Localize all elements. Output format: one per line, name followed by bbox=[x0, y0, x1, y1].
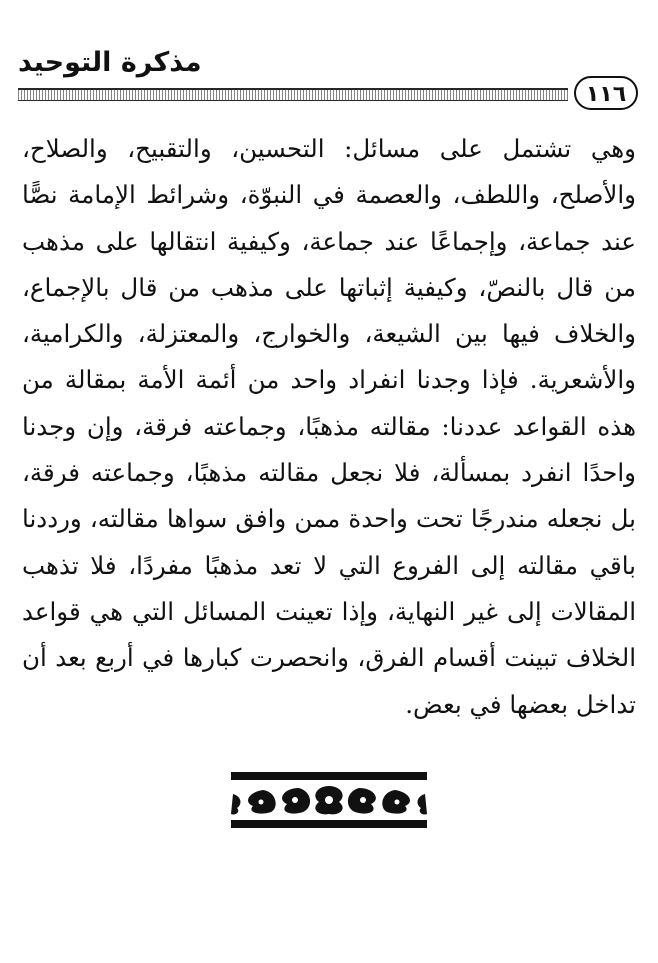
page-body bbox=[22, 126, 636, 728]
body-paragraph: وهي تشتمل على مسائل: التحسين، والتقبيح، والصلاح، والأصلح، واللطف، والعصمة في النبوّة، وشرائط الإمامة نصًّا عند جماعة، وإجماعًا عند جماعة، وكيفية انتقالها على مذهب من قال بالنصّ، وكيفية إثباتها على مذهب من قال بالإجماع، والخلاف فيها بين الشيعة، والخوارج، والمعتزلة، والكرامية، والأشعرية. فإذا وجدنا انفراد واحد من أئمة الأمة بمقالة من هذه القواعد عددنا: مقالته مذهبًا، وجماعته فرقة، وإن وجدنا واحدًا انفرد بمسألة، فلا نجعل مقالته مذهبًا، وجماعته فرقة، بل نجعله مندرجًا تحت واحدة ممن وافق سواها مقالته، ورددنا باقي مقالته إلى الفروع التي لا تعد مذهبًا مفردًا، فلا تذهب المقالات إلى غير النهاية، وإذا تعينت المسائل التي هي قواعد الخلاف تبينت أقسام الفرق، وانحصرت كبارها في أربع بعد أن تداخل بعضها في بعض. bbox=[22, 134, 636, 719]
running-header-title: مذكرة التوحيد bbox=[18, 47, 202, 78]
page-header bbox=[18, 40, 638, 110]
ornament-divider-icon bbox=[229, 770, 429, 830]
page-number-badge: ١١٦ bbox=[574, 76, 638, 110]
header-rule bbox=[18, 88, 568, 101]
